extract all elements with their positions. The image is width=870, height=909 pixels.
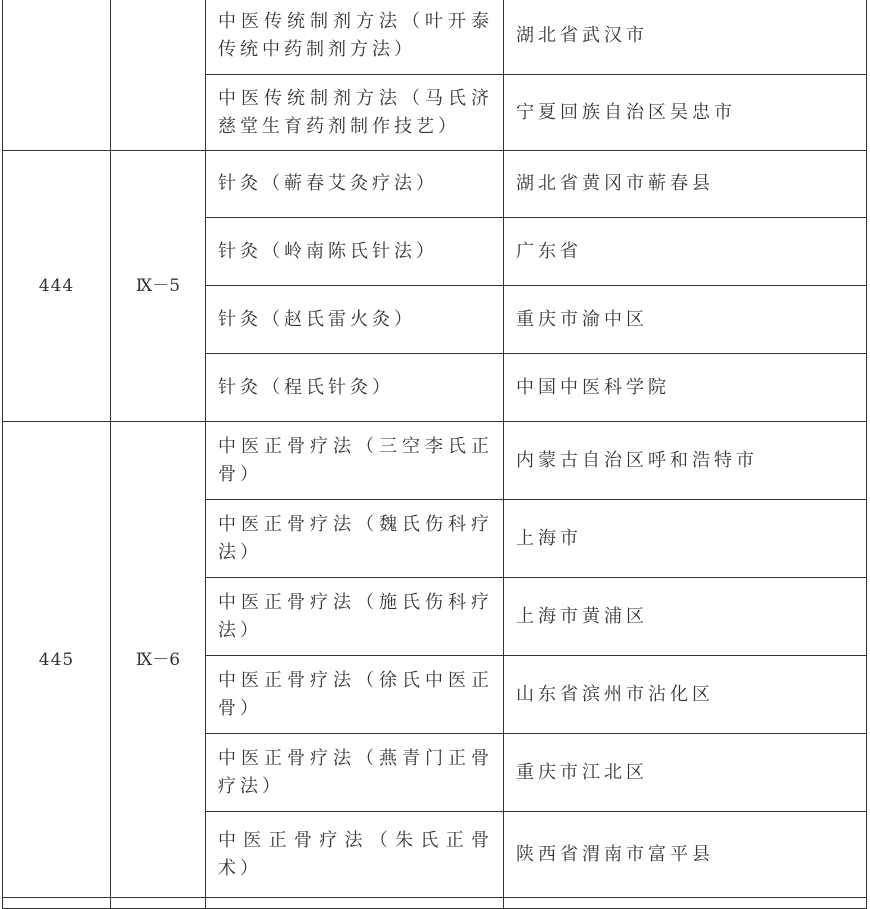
project-name-cell: 中医正骨疗法（三空李氏正骨） [206, 422, 504, 500]
row-number-cell: 445 [3, 422, 111, 898]
category-code-cell [111, 0, 206, 151]
row-number-cell: 444 [3, 151, 111, 422]
region-cell: 广东省 [504, 218, 867, 286]
region-cell: 宁夏回族自治区吴忠市 [504, 75, 867, 151]
project-name-cell: 针灸（岭南陈氏针法） [206, 218, 504, 286]
project-name-cell: 中医传统制剂方法（叶开泰传统中药制剂方法） [206, 0, 504, 75]
cutoff-cell [206, 898, 504, 909]
row-number-cell [3, 0, 111, 151]
heritage-table [2, 0, 867, 909]
region-cell: 内蒙古自治区呼和浩特市 [504, 422, 867, 500]
region-cell: 湖北省黄冈市蕲春县 [504, 151, 867, 218]
region-cell: 重庆市江北区 [504, 734, 867, 812]
project-name-cell: 针灸（赵氏雷火灸） [206, 286, 504, 354]
region-cell: 山东省滨州市沾化区 [504, 656, 867, 734]
project-name-cell: 中医正骨疗法（徐氏中医正骨） [206, 656, 504, 734]
region-cell: 上海市黄浦区 [504, 578, 867, 656]
project-name-cell: 中医正骨疗法（魏氏伤科疗法） [206, 500, 504, 578]
category-code-cell: Ⅸ－6 [111, 422, 206, 898]
category-code-cell: Ⅸ－5 [111, 151, 206, 422]
project-name-cell: 中医正骨疗法（燕青门正骨疗法） [206, 734, 504, 812]
table-row-cutoff [3, 898, 867, 909]
region-cell: 重庆市渝中区 [504, 286, 867, 354]
project-name-cell: 针灸（程氏针灸） [206, 354, 504, 422]
project-name-cell: 中医正骨疗法（朱氏正骨术） [206, 812, 504, 898]
project-name-cell: 中医传统制剂方法（马氏济慈堂生育药剂制作技艺） [206, 75, 504, 151]
cutoff-cell [111, 898, 206, 909]
table-row [3, 0, 867, 75]
cutoff-cell [3, 898, 111, 909]
table-row [3, 422, 867, 500]
cutoff-cell [504, 898, 867, 909]
table-row [3, 151, 867, 218]
region-cell: 中国中医科学院 [504, 354, 867, 422]
project-name-cell: 针灸（蕲春艾灸疗法） [206, 151, 504, 218]
region-cell: 湖北省武汉市 [504, 0, 867, 75]
project-name-cell: 中医正骨疗法（施氏伤科疗法） [206, 578, 504, 656]
region-cell: 陕西省渭南市富平县 [504, 812, 867, 898]
region-cell: 上海市 [504, 500, 867, 578]
